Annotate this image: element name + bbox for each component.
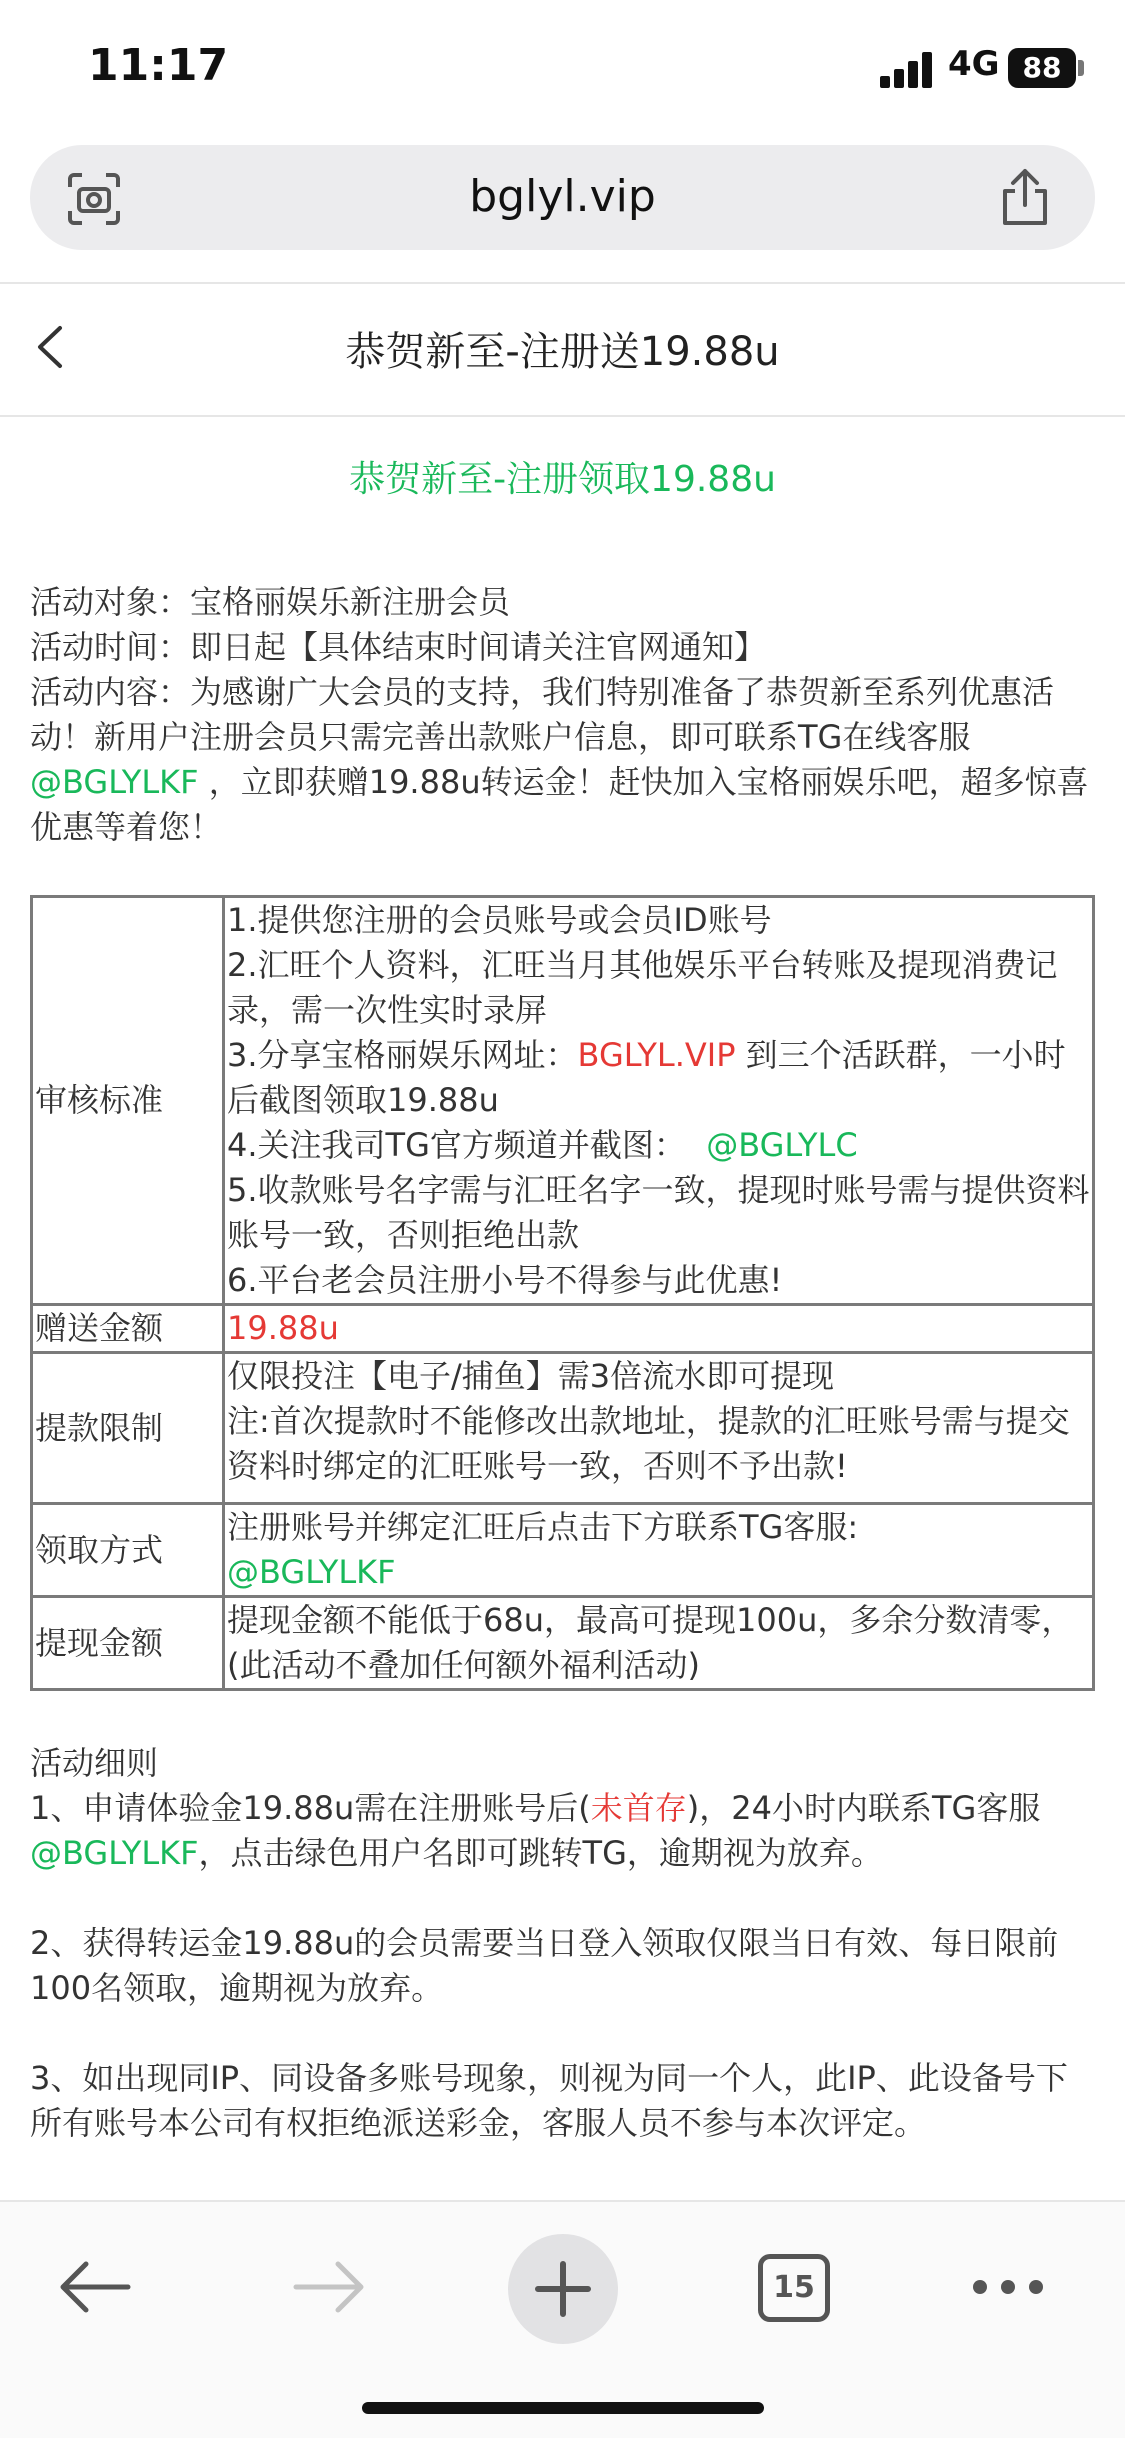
claim-label: 领取方式 bbox=[32, 1504, 224, 1597]
battery-icon bbox=[1008, 48, 1076, 88]
table-row bbox=[32, 1597, 1094, 1690]
claim-text: 注册账号并绑定汇旺后点击下方联系TG客服: bbox=[227, 1508, 859, 1546]
details-heading: 活动细则 bbox=[30, 1744, 159, 1782]
activity-content-text-2: ，立即获赠19.88u转运金！赶快加入宝格丽娱乐吧，超多惊喜优惠等着您！ bbox=[30, 763, 1089, 846]
spacer bbox=[30, 1876, 1095, 1921]
table-row bbox=[32, 1353, 1094, 1504]
page-title: 恭贺新至-注册送19.88u bbox=[345, 329, 780, 375]
rule-3: 3、如出现同IP、同设备多账号现象，则视为同一个人，此IP、此设备号下所有账号本公司有权拒绝派送彩金，客服人员不参与本次评定。 bbox=[30, 2059, 1068, 2142]
withdraw-limit-label: 提款限制 bbox=[32, 1353, 224, 1504]
review-item-5: 5.收款账号名字需与汇旺名字一致，提现时账号需与提供资料账号一致，否则拒绝出款 bbox=[227, 1171, 1090, 1254]
more-options-icon[interactable] bbox=[970, 2270, 1046, 2304]
review-item-4 bbox=[227, 1123, 1090, 1168]
promo-heading: 恭贺新至-注册领取19.88u bbox=[349, 459, 776, 500]
bonus-label: 赠送金额 bbox=[32, 1305, 224, 1353]
share-icon[interactable] bbox=[997, 167, 1053, 227]
promo-intro bbox=[30, 580, 1095, 850]
activity-target: 活动对象：宝格丽娱乐新注册会员 bbox=[30, 583, 511, 621]
withdraw-limit-line-1: 仅限投注【电子/捕鱼】需3倍流水即可提现 bbox=[227, 1357, 835, 1395]
browser-toolbar bbox=[0, 2200, 1125, 2438]
promo-rules-table bbox=[30, 895, 1095, 1691]
address-bar[interactable] bbox=[30, 145, 1095, 250]
status-bar bbox=[0, 0, 1125, 140]
rule-1-text-3: ，点击绿色用户名即可跳转TG，逾期视为放弃。 bbox=[198, 1834, 883, 1872]
review-item-3-text-2: 到三个活跃群，一小时后截图领取19.88u bbox=[227, 1036, 1066, 1119]
review-item-3 bbox=[227, 1033, 1090, 1123]
rule-2: 2、获得转运金19.88u的会员需要当日登入领取仅限当日有效、每日限前100名领取，逾期视为放弃。 bbox=[30, 1924, 1059, 2007]
status-time: 11:17 bbox=[88, 40, 229, 91]
spacer bbox=[30, 2011, 1095, 2056]
review-item-6: 6.平台老会员注册小号不得参与此优惠! bbox=[227, 1261, 783, 1299]
battery-level: 88 bbox=[1022, 51, 1062, 84]
back-arrow-icon[interactable] bbox=[58, 2260, 132, 2314]
divider bbox=[0, 282, 1125, 284]
site-link[interactable]: BGLYL.VIP bbox=[577, 1036, 736, 1074]
tab-switcher-button[interactable] bbox=[758, 2254, 830, 2322]
review-label: 审核标准 bbox=[32, 897, 224, 1305]
divider bbox=[0, 415, 1125, 417]
table-row bbox=[32, 1504, 1094, 1597]
activity-content bbox=[30, 670, 1095, 850]
rule-1-text: 1、申请体验金19.88u需在注册账号后( bbox=[30, 1789, 591, 1827]
withdraw-amount-text: 提现金额不能低于68u，最高可提现100u，多余分数清零，(此活动不叠加任何额外福利活动) bbox=[224, 1597, 1094, 1690]
review-item-2: 2.汇旺个人资料，汇旺当月其他娱乐平台转账及提现消费记录，需一次性实时录屏 bbox=[227, 946, 1058, 1029]
battery-cap bbox=[1078, 60, 1084, 76]
activity-content-text: 活动内容：为感谢广大会员的支持，我们特别准备了恭贺新至系列优惠活动！新用户注册会员只需完善出款账户信息，即可联系TG在线客服 bbox=[30, 673, 1055, 756]
promo-details bbox=[30, 1741, 1095, 2146]
review-item-4-text: 4.关注我司TG官方频道并截图： bbox=[227, 1126, 686, 1164]
withdraw-limit-cell bbox=[224, 1353, 1094, 1504]
withdraw-limit-line-2: 注:首次提款时不能修改出款地址，提款的汇旺账号需与提交资料时绑定的汇旺账号一致，否则不予出款! bbox=[227, 1402, 1070, 1485]
rule-1-text-2: )，24小时内联系TG客服 bbox=[686, 1789, 1041, 1827]
forward-arrow-icon[interactable] bbox=[292, 2260, 366, 2314]
tg-link[interactable]: @BGLYLKF bbox=[30, 763, 199, 801]
claim-cell bbox=[224, 1504, 1094, 1597]
review-cell bbox=[224, 897, 1094, 1305]
cellular-signal-icon bbox=[880, 52, 936, 88]
review-item-3-text: 3.分享宝格丽娱乐网址： bbox=[227, 1036, 578, 1074]
claim-tg-link[interactable]: @BGLYLKF bbox=[227, 1553, 396, 1591]
table-row bbox=[32, 897, 1094, 1305]
network-type: 4G bbox=[948, 44, 1000, 84]
rule-1-tg-link[interactable]: @BGLYLKF bbox=[30, 1834, 199, 1872]
table-row bbox=[32, 1305, 1094, 1353]
bonus-value: 19.88u bbox=[224, 1305, 1094, 1353]
home-indicator bbox=[362, 2402, 764, 2414]
withdraw-amount-label: 提现金额 bbox=[32, 1597, 224, 1690]
article-content bbox=[30, 455, 1095, 2146]
url-text[interactable]: bglyl.vip bbox=[469, 171, 656, 222]
tg-channel-link[interactable]: @BGLYLC bbox=[706, 1126, 858, 1164]
plus-icon bbox=[508, 2234, 618, 2344]
tab-count: 15 bbox=[773, 2270, 815, 2305]
review-item-1: 1.提供您注册的会员账号或会员ID账号 bbox=[227, 901, 772, 939]
new-tab-button[interactable] bbox=[508, 2234, 618, 2344]
activity-time: 活动时间：即日起【具体结束时间请关注官网通知】 bbox=[30, 628, 767, 666]
rule-1-highlight: 未首存 bbox=[590, 1789, 687, 1827]
rule-1 bbox=[30, 1786, 1095, 1876]
